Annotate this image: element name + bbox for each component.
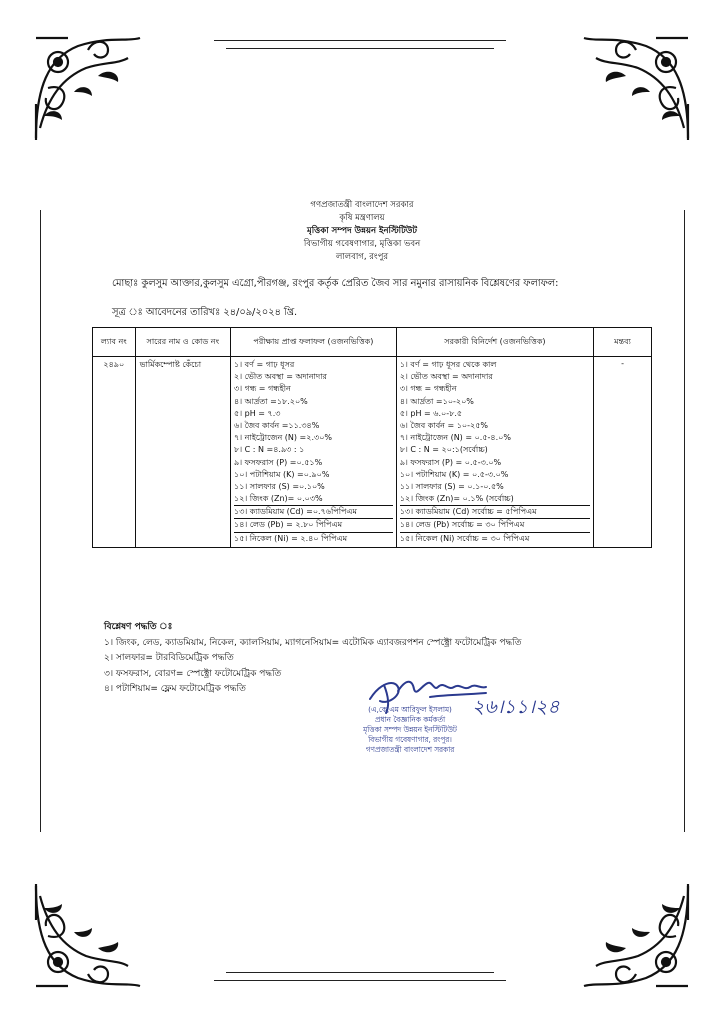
spec-line: ১৫। নিকেল (Ni) সর্বোচ্চ = ৩০ পিপিএম	[400, 532, 590, 545]
stamp-designation: প্রধান বৈজ্ঞানিক কর্মকর্তা	[374, 715, 446, 724]
frame-top-line	[214, 40, 506, 41]
result-line: ৭। নাইট্রোজেন (N) =২.৩০%	[234, 433, 333, 443]
header-ministry: কৃষি মন্ত্রণালয়	[339, 213, 385, 223]
frame-right-line	[684, 210, 685, 832]
spec-line: ৭। নাইট্রোজেন (N) = ০.৫-৪.০%	[399, 433, 511, 443]
table-row	[93, 357, 652, 548]
result-line: ৯। ফসফরাস (P) =০.৫১%	[234, 457, 323, 467]
cell-sample-name: ভার্মিকম্পোষ্ট কেঁচো	[135, 357, 230, 548]
result-line: ১২। জিংক (Zn)= ০.০৩%	[234, 494, 323, 504]
spec-line: ৫। pH = ৬.০-৮.৫	[399, 408, 463, 418]
spec-line: ১৩। ক্যাডমিয়াম (Cd) সর্বোচ্চ = ৫পিপিএম	[400, 505, 590, 518]
stamp-lab: বিভাগীয় গবেষণাগার, রংপুর।	[368, 735, 452, 744]
cell-remarks: -	[594, 357, 652, 548]
result-line: ১০। পটাশিয়াম (K) =০.৯০%	[234, 469, 330, 479]
spec-line: ১। বর্ণ = গাঢ় ধূসর থেকে কাল	[399, 360, 497, 369]
spec-line: ৯। ফসফরাস (P) = ০.৫-৩.০%	[399, 457, 502, 467]
corner-ornament-bottom-right	[576, 876, 696, 996]
corner-ornament-top-left	[28, 28, 148, 148]
frame-bottom-line	[214, 980, 506, 981]
frame-top-line-inner	[226, 48, 494, 49]
stamp-govt: গণপ্রজাতন্ত্রী বাংলাদেশ সরকার	[365, 745, 455, 754]
result-line: ৫। pH = ৭.৩	[234, 408, 281, 418]
header-institute: মৃত্তিকা সম্পদ উন্নয়ন ইনস্টিটিউট	[307, 226, 417, 236]
frame-left-line	[40, 210, 41, 832]
letterhead	[0, 199, 724, 264]
corner-ornament-bottom-left	[28, 876, 148, 996]
spec-line: ১০। পটাশিয়াম (K) = ০.৫-৩.০%	[399, 469, 509, 479]
result-line: ১৪। লেড (Pb) = ২.৮০ পিপিএম	[234, 518, 393, 531]
method-item: ৪। পটাশিয়াম= ফ্লেম ফটোমেট্রিক পদ্ধতি	[104, 684, 246, 694]
table-header-row	[93, 328, 652, 357]
method-item: ১। জিংক, লেড, ক্যাডমিয়াম, নিকেল, ক্যালসিয়াম, ম্যাগনেসিয়াম= এটোমিক এ্যাবজরপশন স্পেক্ট্রো ফটোমেট্রিক পদ্ধতি	[104, 637, 522, 648]
header-address: লালবাগ, রংপুর	[335, 252, 389, 262]
stamp-institute: মৃত্তিকা সম্পদ উন্নয়ন ইনস্টিটিউট	[363, 725, 457, 734]
spec-line: ২। ভৌত অবস্থা = অদানাদার	[399, 372, 493, 382]
result-line: ২। ভৌত অবস্থা = অদানাদার	[234, 372, 327, 382]
header-govt: গণপ্রজাতন্ত্রী বাংলাদেশ সরকার	[310, 200, 414, 210]
result-line: ৬। জৈব কার্বন =১১.৩৪%	[234, 420, 320, 430]
results-table	[92, 327, 652, 548]
signature-date: ২৬।১১।২৪	[472, 696, 560, 718]
cell-lab-no: ২৪৯০	[93, 357, 136, 548]
result-line: ১১। সালফার (S) =০.১০%	[234, 481, 325, 491]
spec-line: ১৪। লেড (Pb) সর্বোচ্চ = ৩০ পিপিএম	[400, 518, 590, 531]
cell-test-results	[231, 357, 397, 548]
spec-line: ৮। C : N = ২০:১(সর্বোচ্চ)	[399, 445, 488, 455]
spec-line: ৪। আর্দ্রতা =১০-২০%	[399, 396, 474, 406]
result-line: ৪। আর্দ্রতা =১৮.২০%	[234, 396, 308, 406]
cell-govt-spec	[396, 357, 593, 548]
frame-bottom-line-inner	[226, 972, 494, 973]
report-intro: মোছাঃ কুলসুম আক্তার,কুলসুম এগ্রো,পীরগঞ্জ, রংপুর কর্তৃক প্রেরিত জৈব সার নমুনার রাসায়নিক বিশ্লেষণের ফলাফল:	[112, 278, 559, 289]
method-item: ৩। ফসফরাস, বোরণ= স্পেক্ট্রো ফটোমেট্রিক পদ্ধতি	[104, 668, 282, 679]
header-govt-spec: সরকারী বিনির্দেশ (ওজনভিত্তিক)	[396, 328, 593, 357]
header-test-results: পরীক্ষায় প্রাপ্ত ফলাফল (ওজনভিত্তিক)	[231, 328, 397, 357]
reference-line: সূত্র ঃ আবেদনের তারিখঃ ২৪/০৯/২০২৪ খ্রি.	[112, 307, 298, 318]
result-line: ৮। C : N =৪.৯৩ : ১	[234, 445, 305, 455]
methods-title: বিশ্লেষণ পদ্ধতি ঃ	[104, 622, 173, 632]
result-line: ১৩। ক্যাডমিয়াম (Cd) =০.৭৬পিপিএম	[234, 505, 393, 518]
header-sample-name: সারের নাম ও কোড নং	[135, 328, 230, 357]
result-line: ১৫। নিকেল (Ni) = ২.৪০ পিপিএম	[234, 532, 393, 545]
official-stamp	[340, 705, 480, 755]
result-line: ১। বর্ণ = গাঢ় ধূসর	[234, 360, 295, 369]
result-line: ৩। গন্ধ = গন্ধহীন	[234, 384, 291, 394]
spec-line: ১১। সালফার (S) = ০.১-০.৫%	[399, 481, 504, 491]
header-lab-no: ল্যাব নং	[93, 328, 136, 357]
header-lab: বিভাগীয় গবেষণাগার, মৃত্তিকা ভবন	[303, 239, 421, 249]
corner-ornament-top-right	[576, 28, 696, 148]
spec-line: ১২। জিংক (Zn)= ০.১% (সর্বোচ্চ)	[399, 494, 514, 504]
spec-line: ৬। জৈব কার্বন = ১০-২৫%	[399, 420, 489, 430]
method-item: ২। সালফার= টারবিডিমেট্রিক পদ্ধতি	[104, 653, 234, 663]
spec-line: ৩। গন্ধ = গন্ধহীন	[399, 384, 457, 394]
stamp-officer-name: (এ,কে,এম আরিফুল ইসলাম)	[368, 705, 452, 714]
header-remarks: মন্তব্য	[594, 328, 652, 357]
